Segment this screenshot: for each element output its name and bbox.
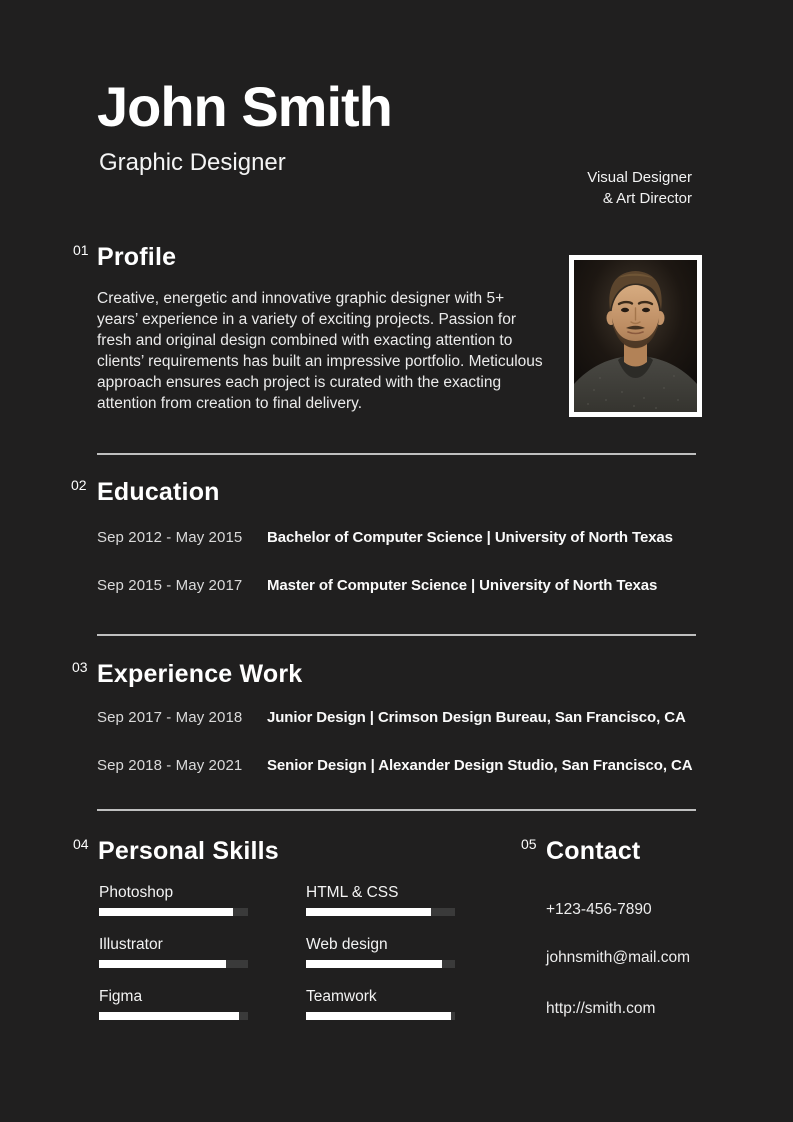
skill-bar-fill (99, 960, 226, 968)
profile-paragraph: Creative, energetic and innovative graphic designer with 5+ years’ experience in a variety of exciting projects. Passion for fresh and original design combined with exacting attention to clients’ requirements has built an impressive portfolio. Meticulous approach ensures each project is curated with the exacting attention from creation to final delivery. (97, 290, 543, 412)
education-detail: Bachelor of Computer Science | University of North Texas (267, 529, 673, 546)
skill-label: Illustrator (99, 936, 163, 953)
skill-item (306, 988, 455, 1020)
skill-bar (99, 960, 248, 968)
divider (97, 809, 696, 811)
skill-bar-fill (306, 908, 431, 916)
skill-item (99, 988, 248, 1020)
section-number-skills: 04 (73, 836, 89, 852)
section-heading-skills: Personal Skills (98, 837, 279, 865)
experience-dates: Sep 2018 - May 2021 (97, 757, 243, 774)
skill-label: Teamwork (306, 988, 377, 1005)
skill-bar-fill (306, 1012, 451, 1020)
portrait-illustration (574, 260, 697, 412)
section-number-profile: 01 (73, 242, 89, 258)
section-heading-experience: Experience Work (97, 660, 303, 688)
divider (97, 453, 696, 455)
education-row (97, 577, 657, 594)
section-heading-contact: Contact (546, 837, 641, 865)
portrait-photo (569, 255, 702, 417)
skill-bar (99, 1012, 248, 1020)
section-heading-education: Education (97, 478, 220, 506)
side-title (587, 167, 692, 209)
education-dates: Sep 2015 - May 2017 (97, 577, 243, 594)
skill-bar (306, 960, 455, 968)
section-number-education: 02 (71, 477, 87, 493)
skill-bar (99, 908, 248, 916)
education-row (97, 529, 673, 546)
skill-label: Photoshop (99, 884, 174, 901)
experience-row (97, 757, 692, 774)
experience-dates: Sep 2017 - May 2018 (97, 709, 243, 726)
skill-bar-fill (99, 908, 233, 916)
side-title-line2: & Art Director (602, 190, 692, 207)
education-dates: Sep 2012 - May 2015 (97, 529, 243, 546)
skill-bar (306, 1012, 455, 1020)
skill-item (306, 884, 455, 916)
side-title-line1: Visual Designer (587, 169, 692, 186)
person-name: John Smith (97, 75, 392, 138)
section-heading-profile: Profile (97, 243, 177, 271)
skill-label: HTML & CSS (306, 884, 399, 901)
experience-detail: Junior Design | Crimson Design Bureau, San Francisco, CA (267, 709, 686, 726)
skill-label: Web design (306, 936, 388, 953)
skill-item (99, 884, 248, 916)
person-job-title: Graphic Designer (99, 149, 286, 176)
skill-bar-fill (306, 960, 442, 968)
experience-row (97, 709, 686, 726)
contact-website: http://smith.com (546, 1000, 656, 1017)
divider (97, 634, 696, 636)
section-number-contact: 05 (521, 836, 537, 852)
skill-item (99, 936, 248, 968)
skill-label: Figma (99, 988, 143, 1005)
skill-bar (306, 908, 455, 916)
contact-phone: +123-456-7890 (546, 901, 652, 918)
education-detail: Master of Computer Science | University of North Texas (267, 577, 658, 594)
contact-email: johnsmith@mail.com (546, 949, 691, 966)
experience-detail: Senior Design | Alexander Design Studio, San Francisco, CA (267, 757, 693, 774)
skill-item (306, 936, 455, 968)
skill-bar-fill (99, 1012, 239, 1020)
section-number-experience: 03 (72, 659, 88, 675)
